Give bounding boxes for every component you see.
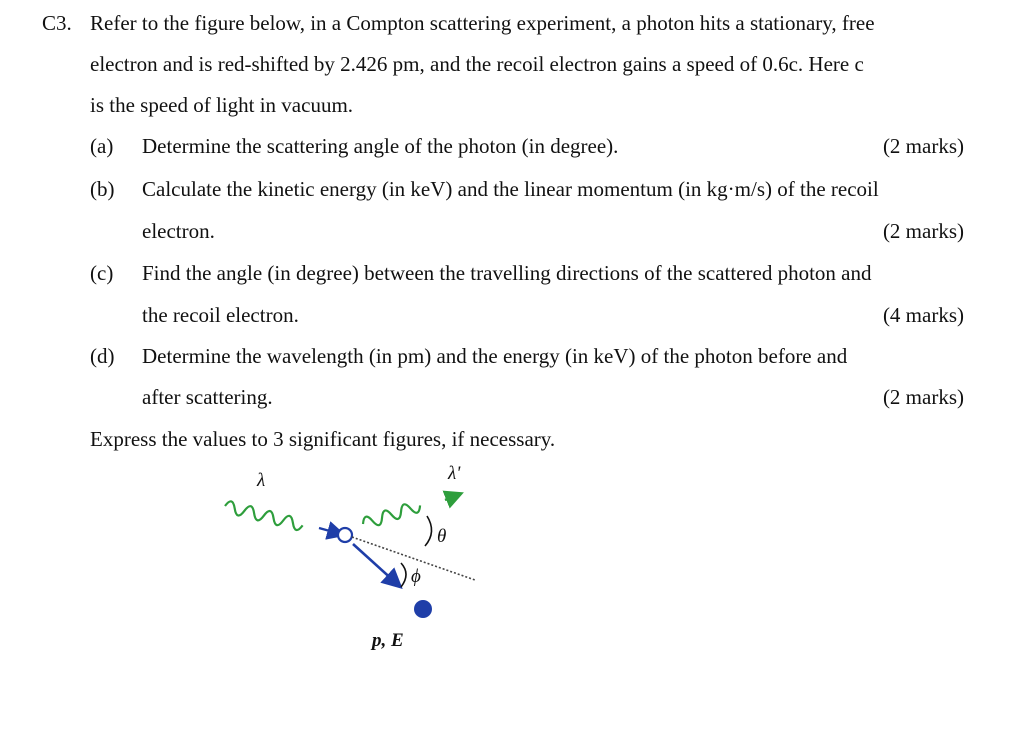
question-stem-line-1: Refer to the figure below, in a Compton scattering experiment, a photon hits a stationary, free (90, 11, 875, 35)
question-number: C3. (42, 11, 72, 35)
part-d-label: (d) (90, 344, 115, 368)
part-b-text-line-1: Calculate the kinetic energy (in keV) and the linear momentum (in kg·m/s) of the recoil (142, 177, 879, 201)
incident-photon-wave (224, 500, 305, 531)
part-d-marks: (2 marks) (882, 385, 964, 409)
part-c-marks: (4 marks) (882, 303, 964, 327)
part-a-marks: (2 marks) (882, 134, 964, 158)
scattered-photon-wave (361, 500, 422, 530)
question-stem-line-2: electron and is red-shifted by 2.426 pm, and the recoil electron gains a speed of 0.6c. Here c (90, 52, 864, 76)
initial-electron (338, 528, 352, 542)
part-c-text-line-2: the recoil electron. (142, 303, 299, 327)
compton-scattering-figure (215, 462, 485, 662)
part-a-label: (a) (90, 134, 114, 158)
recoil-electron-arrow (353, 544, 395, 582)
part-d-text-line-2: after scattering. (142, 385, 273, 409)
part-c-text-line-1: Find the angle (in degree) between the travelling directions of the scattered photon and (142, 261, 872, 285)
theta-arc (425, 516, 432, 546)
part-b-label: (b) (90, 177, 115, 201)
scattered-wavelength-label: λ' (448, 463, 461, 484)
phi-arc (401, 563, 406, 587)
part-b-marks: (2 marks) (882, 219, 964, 243)
scattered-photon-arrow (445, 496, 455, 500)
incident-wavelength-label: λ (257, 470, 266, 491)
instruction-text: Express the values to 3 significant figures, if necessary. (90, 427, 556, 451)
electron-momentum-energy-label: p, E (372, 630, 404, 651)
question-stem-line-3: is the speed of light in vacuum. (90, 93, 354, 117)
recoil-electron (414, 600, 432, 618)
part-a-text: Determine the scattering angle of the photon (in degree). (142, 134, 619, 158)
theta-label: θ (437, 526, 447, 547)
compton-diagram (215, 462, 485, 662)
part-b-text-line-2: electron. (142, 219, 215, 243)
part-c-label: (c) (90, 261, 114, 285)
part-d-text-line-1: Determine the wavelength (in pm) and the energy (in keV) of the photon before and (142, 344, 848, 368)
incident-photon-arrow (319, 528, 337, 533)
phi-label: ϕ (411, 566, 421, 587)
